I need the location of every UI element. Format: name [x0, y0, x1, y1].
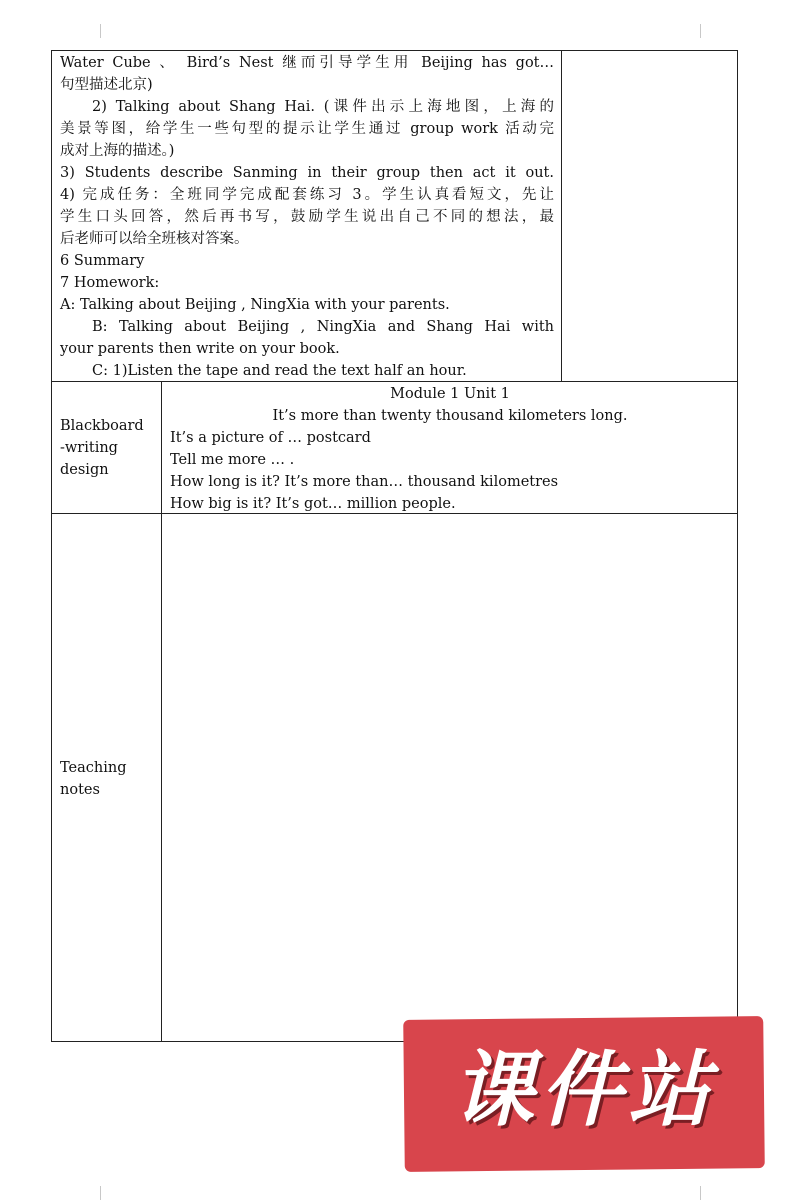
procedure-line: 后老师可以给全班核对答案。	[60, 231, 249, 247]
crop-mark-bottom-left	[86, 1186, 101, 1200]
blackboard-line: It’s a picture of … postcard	[170, 430, 371, 446]
procedure-line: 学生口头回答，然后再书写，鼓励学生说出自己不同的想法，最	[60, 209, 554, 225]
blackboard-label: Blackboard -writing design	[60, 418, 144, 478]
procedure-line: B: Talking about Beijing , NingXia and Shang Hai with	[92, 319, 554, 335]
teaching-notes-label: Teaching notes	[60, 760, 127, 798]
blackboard-title: Module 1 Unit 1	[390, 386, 510, 402]
procedure-line: 句型描述北京)	[60, 77, 153, 93]
procedure-line: Water Cube 、 Bird’s Nest 继而引导学生用 Beijing has got…	[60, 55, 554, 71]
procedure-line: 7 Homework:	[60, 275, 160, 291]
procedure-cell	[60, 52, 554, 382]
procedure-line: 成对上海的描述。)	[60, 143, 175, 159]
blackboard-line: Tell me more … .	[170, 452, 295, 468]
crop-mark-bottom-right	[700, 1186, 715, 1200]
procedure-line: C: 1)Listen the tape and read the text half an hour.	[92, 363, 467, 379]
crop-mark-top-left	[86, 24, 101, 38]
procedure-line: 2) Talking about Shang Hai. (课件出示上海地图，上海的	[92, 99, 554, 115]
table-divider	[161, 381, 162, 1042]
procedure-line: your parents then write on your book.	[60, 341, 340, 357]
table-divider	[561, 50, 562, 381]
crop-mark-top-right	[700, 24, 715, 38]
procedure-line: 6 Summary	[60, 253, 145, 269]
procedure-line: A: Talking about Beijing , NingXia with your parents.	[60, 297, 450, 313]
watermark-stamp	[404, 1018, 764, 1170]
blackboard-line: How big is it? It’s got… million people.	[170, 496, 456, 512]
procedure-line: 3) Students describe Sanming in their group then act it out.	[60, 165, 554, 181]
watermark-text: 课件站	[452, 1043, 716, 1138]
blackboard-content	[170, 383, 730, 515]
blackboard-subtitle: It’s more than twenty thousand kilometers long.	[272, 408, 628, 424]
procedure-line: 4) 完成任务：全班同学完成配套练习 3。学生认真看短文，先让	[60, 187, 554, 203]
blackboard-line: How long is it? It’s more than… thousand kilometres	[170, 474, 559, 490]
procedure-line: 美景等图，给学生一些句型的提示让学生通过 group work 活动完	[60, 121, 554, 137]
